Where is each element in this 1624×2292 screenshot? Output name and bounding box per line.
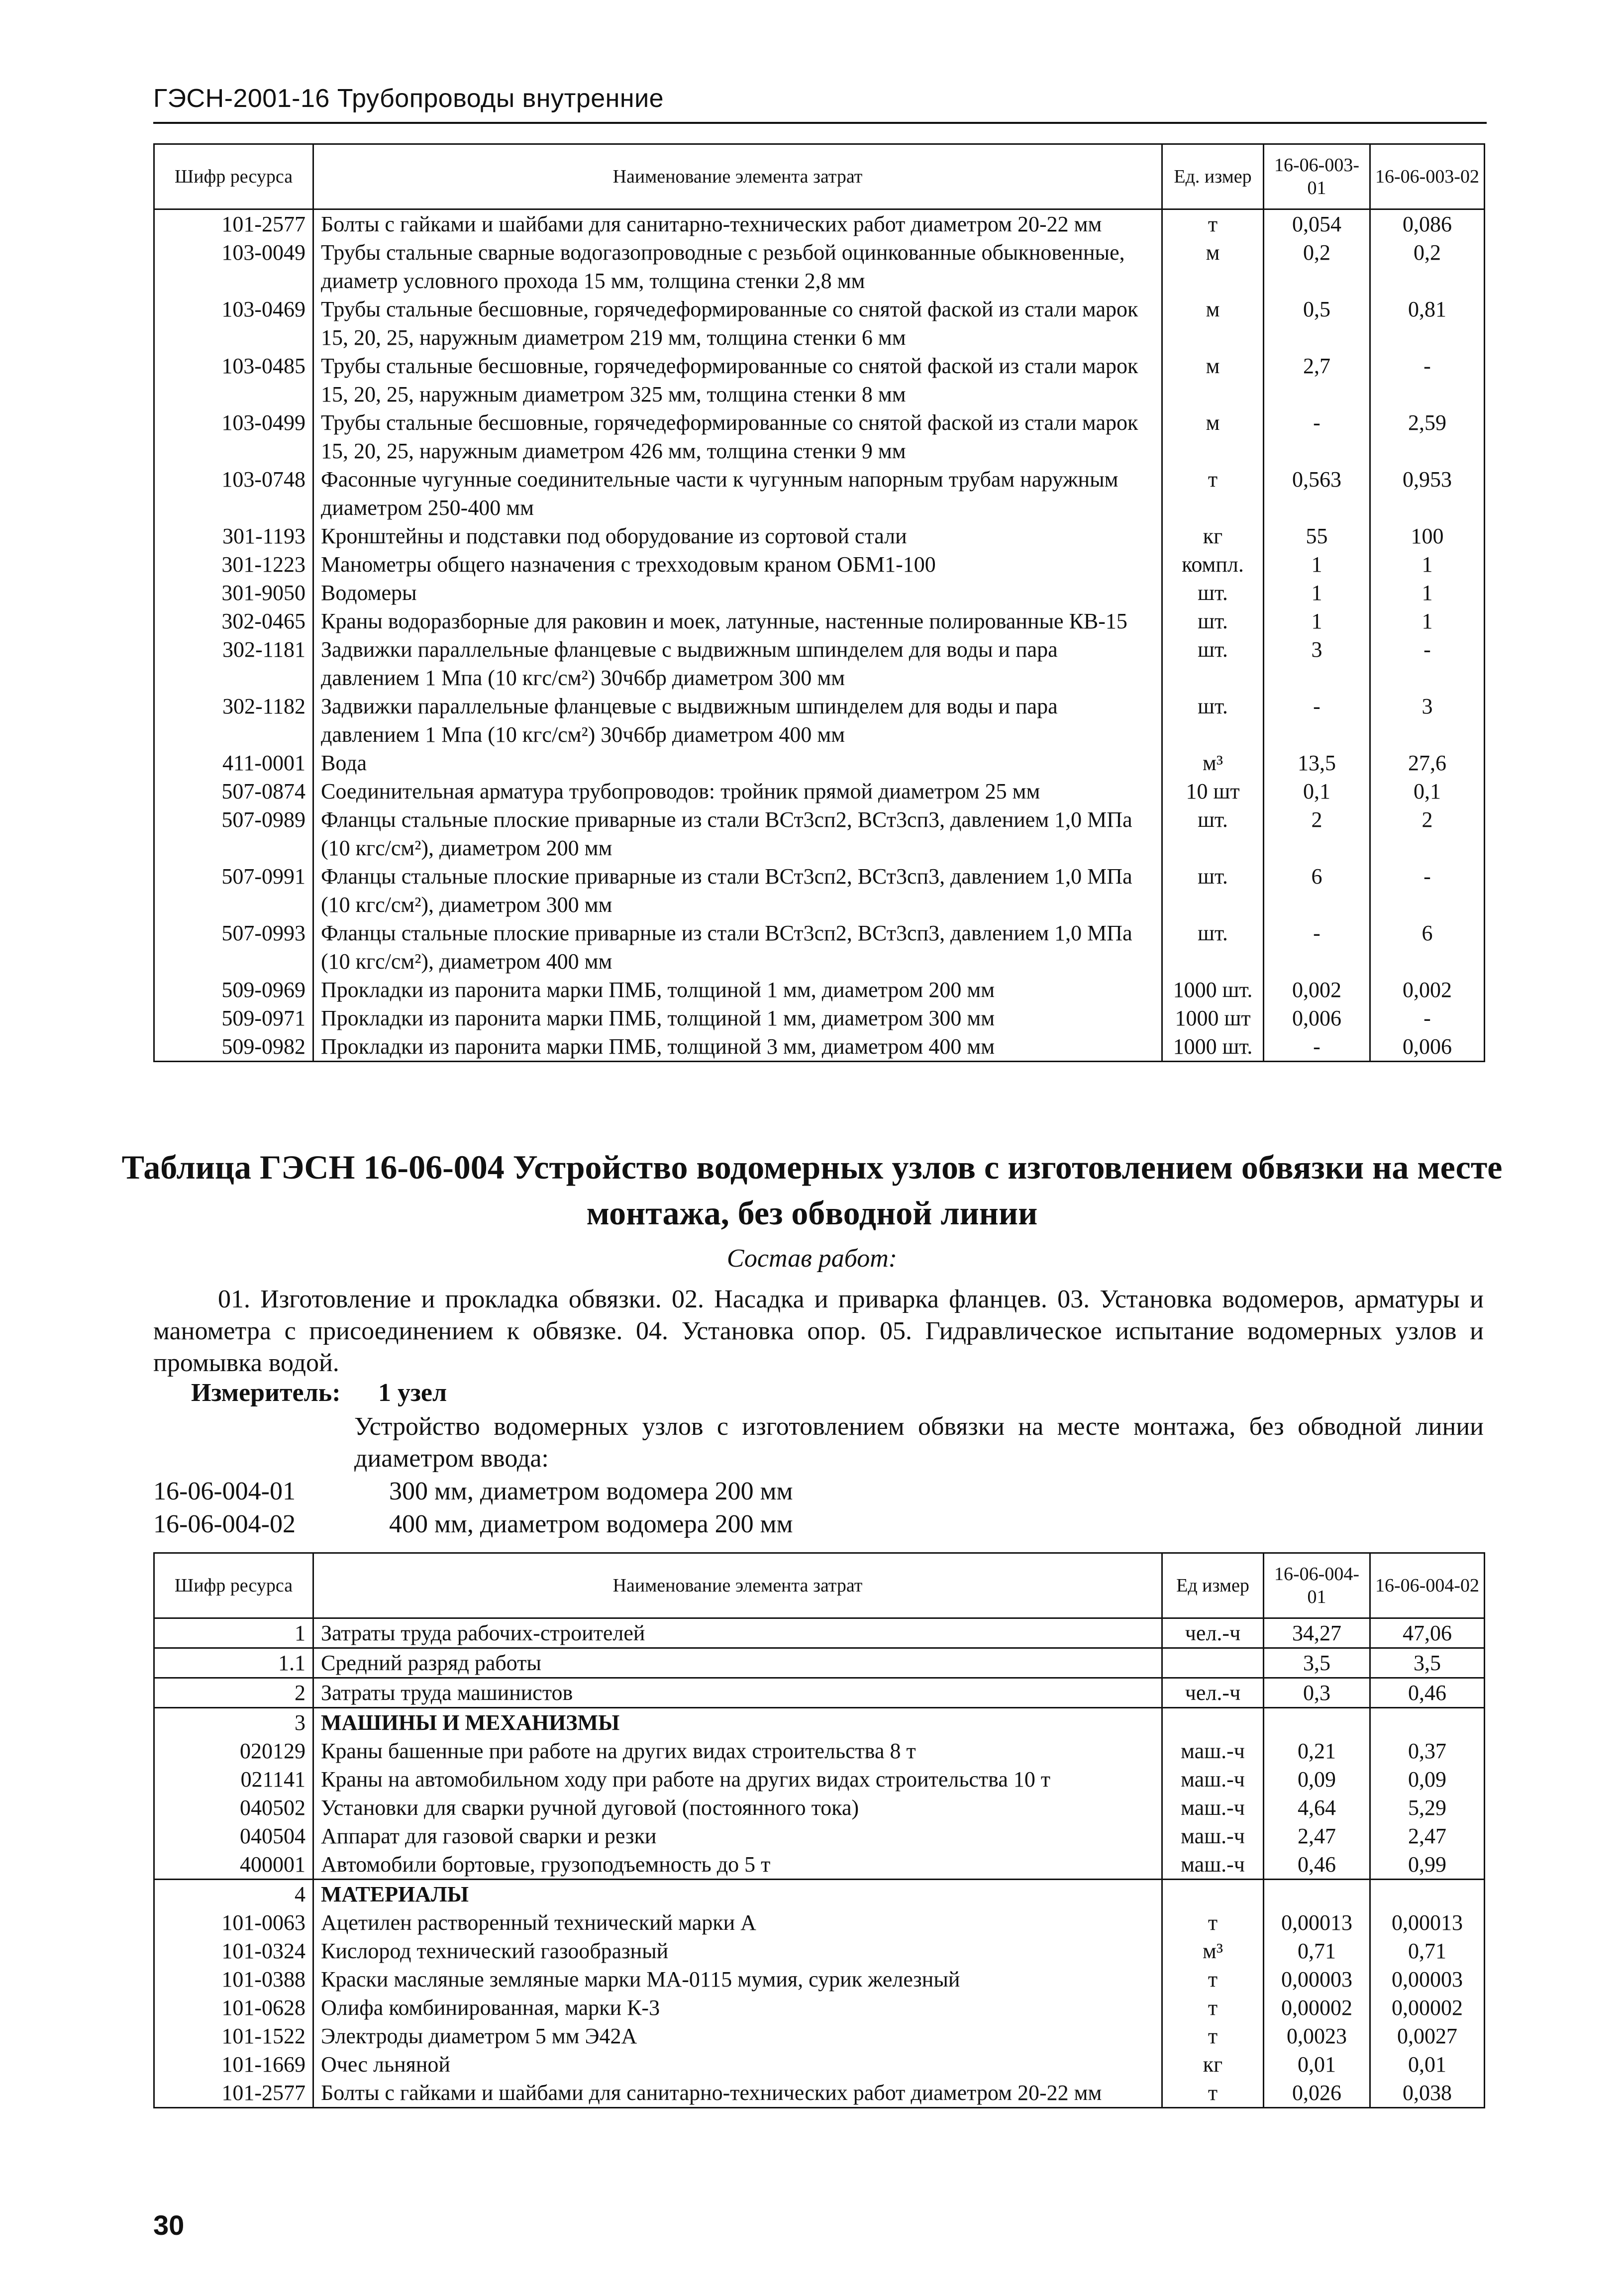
value-variant-1: 0,2 [1264, 238, 1370, 295]
resource-code: 2 [154, 1678, 313, 1708]
table-row [154, 607, 1485, 635]
resource-code: 101-2577 [154, 209, 313, 239]
meter-value: 1 узел [378, 1379, 447, 1407]
resource-code: 301-1193 [154, 522, 313, 550]
resource-name: МАТЕРИАЛЫ [313, 1880, 1162, 1909]
unit: м [1162, 295, 1264, 352]
resource-name: Очес льняной [313, 2050, 1162, 2079]
resource-code: 302-1181 [154, 635, 313, 692]
table-row [154, 1765, 1485, 1794]
value-variant-2: - [1370, 862, 1485, 919]
resource-table-004 [153, 1552, 1485, 2108]
unit: маш.-ч [1162, 1737, 1264, 1765]
table-row [154, 1908, 1485, 1937]
value-variant-2: 27,6 [1370, 749, 1485, 777]
resource-code: 301-9050 [154, 579, 313, 607]
value-variant-1: 0,563 [1264, 465, 1370, 522]
value-variant-2: 2,47 [1370, 1822, 1485, 1850]
table-row [154, 1822, 1485, 1850]
variant-text: 400 мм, диаметром водомера 200 мм [389, 1510, 793, 1538]
resource-name: Болты с гайками и шайбами для санитарно-технических работ диаметром 20-22 мм [313, 209, 1162, 239]
resource-name: Автомобили бортовые, грузоподъемность до 5 т [313, 1850, 1162, 1880]
resource-code: 040504 [154, 1822, 313, 1850]
unit: м [1162, 238, 1264, 295]
resource-table-003 [153, 143, 1485, 1062]
variant-code: 16-06-004-01 [153, 1477, 296, 1505]
value-variant-1: 3,5 [1264, 1648, 1370, 1678]
value-variant-1: 0,01 [1264, 2050, 1370, 2079]
value-variant-2: 0,37 [1370, 1737, 1485, 1765]
resource-code: 302-0465 [154, 607, 313, 635]
unit: т [1162, 1965, 1264, 1993]
col-header-unit: Ед. измер [1162, 144, 1264, 209]
value-variant-2: 5,29 [1370, 1794, 1485, 1822]
table-row [154, 919, 1485, 976]
table-row [154, 295, 1485, 352]
table-row [154, 1794, 1485, 1822]
unit: маш.-ч [1162, 1822, 1264, 1850]
table-row [154, 1708, 1485, 1737]
resource-name: Электроды диаметром 5 мм Э42А [313, 2022, 1162, 2050]
unit: шт. [1162, 635, 1264, 692]
table-row [154, 522, 1485, 550]
value-variant-1: 0,09 [1264, 1765, 1370, 1794]
value-variant-1: 1 [1264, 607, 1370, 635]
value-variant-1: 0,5 [1264, 295, 1370, 352]
unit [1162, 1880, 1264, 1909]
resource-name: Средний разряд работы [313, 1648, 1162, 1678]
resource-name: Трубы стальные бесшовные, горячедеформированные со снятой фаской из стали марок 15, 20, 25, наружным диаметром 219 мм, толщина стенки 6 мм [313, 295, 1162, 352]
resource-code: 1 [154, 1618, 313, 1648]
resource-code: 103-0485 [154, 352, 313, 408]
value-variant-2: 0,09 [1370, 1765, 1485, 1794]
resource-code: 101-1669 [154, 2050, 313, 2079]
table-body [154, 1618, 1485, 2108]
value-variant-2: 1 [1370, 579, 1485, 607]
variants-intro: Устройство водомерных узлов с изготовлением обвязки на месте монтажа, без обводной линии диаметром ввода: [354, 1412, 1484, 1473]
value-variant-2: 100 [1370, 522, 1485, 550]
resource-name: Краны водоразборные для раковин и моек, латунные, настенные полированные КВ-15 [313, 607, 1162, 635]
table-row [154, 1880, 1485, 1909]
resource-code: 103-0049 [154, 238, 313, 295]
resource-name: Трубы стальные сварные водогазопроводные с резьбой оцинкованные обыкновенные, диаметр условного прохода 15 мм, толщина стенки 2,8 мм [313, 238, 1162, 295]
resource-name: Прокладки из паронита марки ПМБ, толщиной 1 мм, диаметром 300 мм [313, 1004, 1162, 1032]
value-variant-1: 0,71 [1264, 1937, 1370, 1965]
value-variant-1: 0,026 [1264, 2079, 1370, 2108]
resource-name: Трубы стальные бесшовные, горячедеформированные со снятой фаской из стали марок 15, 20, 25, наружным диаметром 426 мм, толщина стенки 9 мм [313, 408, 1162, 465]
resource-name: Затраты труда рабочих-строителей [313, 1618, 1162, 1648]
col-header-variant-2: 16-06-004-02 [1370, 1553, 1485, 1618]
unit: шт. [1162, 805, 1264, 862]
value-variant-2: 0,953 [1370, 465, 1485, 522]
value-variant-2: 0,038 [1370, 2079, 1485, 2108]
unit: м³ [1162, 749, 1264, 777]
value-variant-2: 0,99 [1370, 1850, 1485, 1880]
value-variant-2: 0,00013 [1370, 1908, 1485, 1937]
value-variant-1: - [1264, 919, 1370, 976]
resource-name: Краски масляные земляные марки МА-0115 мумия, сурик железный [313, 1965, 1162, 1993]
value-variant-1: 0,006 [1264, 1004, 1370, 1032]
unit: т [1162, 2079, 1264, 2108]
value-variant-1: 0,46 [1264, 1850, 1370, 1880]
resource-name: Фланцы стальные плоские приварные из стали ВСт3сп2, ВСт3сп3, давлением 1,0 МПа (10 кгс/см²), диаметром 300 мм [313, 862, 1162, 919]
value-variant-2: 47,06 [1370, 1618, 1485, 1648]
unit: т [1162, 1993, 1264, 2022]
value-variant-1 [1264, 1708, 1370, 1737]
resource-code: 103-0469 [154, 295, 313, 352]
col-header-variant-1: 16-06-004-01 [1264, 1553, 1370, 1618]
value-variant-2: 0,71 [1370, 1937, 1485, 1965]
value-variant-1: 1 [1264, 579, 1370, 607]
value-variant-2: 0,2 [1370, 238, 1485, 295]
resource-code: 411-0001 [154, 749, 313, 777]
table-row [154, 805, 1485, 862]
resource-code: 509-0971 [154, 1004, 313, 1032]
value-variant-1: 55 [1264, 522, 1370, 550]
unit: т [1162, 1908, 1264, 1937]
value-variant-1: 0,054 [1264, 209, 1370, 239]
resource-name: Установки для сварки ручной дуговой (постоянного тока) [313, 1794, 1162, 1822]
variant-code: 16-06-004-02 [153, 1510, 296, 1538]
table-row [154, 1737, 1485, 1765]
resource-name: Краны на автомобильном ходу при работе на других видах строительства 10 т [313, 1765, 1162, 1794]
value-variant-1: 6 [1264, 862, 1370, 919]
value-variant-1: 0,002 [1264, 976, 1370, 1004]
unit: 10 шт [1162, 777, 1264, 805]
resource-code: 4 [154, 1880, 313, 1909]
unit: т [1162, 2022, 1264, 2050]
value-variant-1 [1264, 1880, 1370, 1909]
variant-text: 300 мм, диаметром водомера 200 мм [389, 1477, 793, 1505]
table-header-row [154, 1553, 1485, 1618]
resource-name: Фасонные чугунные соединительные части к чугунным напорным трубам наружным диаметром 250-400 мм [313, 465, 1162, 522]
resource-name: Болты с гайками и шайбами для санитарно-технических работ диаметром 20-22 мм [313, 2079, 1162, 2108]
unit: м [1162, 408, 1264, 465]
table-row [154, 1965, 1485, 1993]
unit: шт. [1162, 692, 1264, 749]
col-header-name: Наименование элемента затрат [313, 144, 1162, 209]
col-header-variant-1: 16-06-003-01 [1264, 144, 1370, 209]
value-variant-2: 0,46 [1370, 1678, 1485, 1708]
resource-code: 040502 [154, 1794, 313, 1822]
table-row [154, 1004, 1485, 1032]
value-variant-1: 0,00002 [1264, 1993, 1370, 2022]
value-variant-2 [1370, 1708, 1485, 1737]
table-row [154, 2050, 1485, 2079]
unit: маш.-ч [1162, 1765, 1264, 1794]
table-row [154, 749, 1485, 777]
table-row [154, 209, 1485, 239]
table-row [154, 777, 1485, 805]
value-variant-1: 0,00013 [1264, 1908, 1370, 1937]
resource-name: МАШИНЫ И МЕХАНИЗМЫ [313, 1708, 1162, 1737]
unit: чел.-ч [1162, 1618, 1264, 1648]
value-variant-1: 34,27 [1264, 1618, 1370, 1648]
table-row [154, 579, 1485, 607]
unit: м³ [1162, 1937, 1264, 1965]
value-variant-1: 3 [1264, 635, 1370, 692]
resource-name: Кронштейны и подставки под оборудование из сортовой стали [313, 522, 1162, 550]
resource-code: 021141 [154, 1765, 313, 1794]
value-variant-2: - [1370, 352, 1485, 408]
table-row [154, 550, 1485, 579]
value-variant-2: 2 [1370, 805, 1485, 862]
resource-code: 101-0324 [154, 1937, 313, 1965]
value-variant-2: 1 [1370, 550, 1485, 579]
resource-code: 507-0989 [154, 805, 313, 862]
resource-code: 400001 [154, 1850, 313, 1880]
meter-label: Измеритель: [191, 1379, 341, 1407]
resource-name: Соединительная арматура трубопроводов: тройник прямой диаметром 25 мм [313, 777, 1162, 805]
table-row [154, 1678, 1485, 1708]
table-row [154, 2022, 1485, 2050]
resource-code: 101-0628 [154, 1993, 313, 2022]
value-variant-2: 0,006 [1370, 1032, 1485, 1062]
unit: шт. [1162, 579, 1264, 607]
unit: т [1162, 209, 1264, 239]
resource-name: Аппарат для газовой сварки и резки [313, 1822, 1162, 1850]
table-row [154, 862, 1485, 919]
value-variant-2: 3,5 [1370, 1648, 1485, 1678]
value-variant-2: 2,59 [1370, 408, 1485, 465]
col-header-code: Шифр ресурса [154, 144, 313, 209]
resource-name: Вода [313, 749, 1162, 777]
value-variant-1: 4,64 [1264, 1794, 1370, 1822]
resource-name: Водомеры [313, 579, 1162, 607]
resource-name: Задвижки параллельные фланцевые с выдвижным шпинделем для воды и пара давлением 1 Мпа (10 кгс/см²) 30ч6бр диаметром 300 мм [313, 635, 1162, 692]
table-row [154, 465, 1485, 522]
value-variant-2: 0,0027 [1370, 2022, 1485, 2050]
col-header-unit: Ед измер [1162, 1553, 1264, 1618]
resource-name: Ацетилен растворенный технический марки А [313, 1908, 1162, 1937]
unit: кг [1162, 2050, 1264, 2079]
unit: маш.-ч [1162, 1794, 1264, 1822]
resource-code: 103-0499 [154, 408, 313, 465]
value-variant-2: 0,086 [1370, 209, 1485, 239]
value-variant-1: 0,21 [1264, 1737, 1370, 1765]
resource-name: Олифа комбинированная, марки К-3 [313, 1993, 1162, 2022]
table-row [154, 1618, 1485, 1648]
value-variant-1: 0,1 [1264, 777, 1370, 805]
table-row [154, 238, 1485, 295]
composition-heading: Состав работ: [726, 1244, 898, 1273]
unit: 1000 шт. [1162, 1032, 1264, 1062]
col-header-code: Шифр ресурса [154, 1553, 313, 1618]
resource-code: 020129 [154, 1737, 313, 1765]
resource-code: 507-0991 [154, 862, 313, 919]
resource-code: 302-1182 [154, 692, 313, 749]
table-row [154, 2079, 1485, 2108]
value-variant-1: - [1264, 408, 1370, 465]
unit: 1000 шт [1162, 1004, 1264, 1032]
table-row [154, 692, 1485, 749]
resource-name: Прокладки из паронита марки ПМБ, толщиной 1 мм, диаметром 200 мм [313, 976, 1162, 1004]
resource-code: 507-0874 [154, 777, 313, 805]
value-variant-2: 3 [1370, 692, 1485, 749]
resource-name: Фланцы стальные плоские приварные из стали ВСт3сп2, ВСт3сп3, давлением 1,0 МПа (10 кгс/см²), диаметром 400 мм [313, 919, 1162, 976]
value-variant-1: - [1264, 692, 1370, 749]
table-row [154, 408, 1485, 465]
resource-code: 301-1223 [154, 550, 313, 579]
table-row [154, 1032, 1485, 1062]
value-variant-2: 0,01 [1370, 2050, 1485, 2079]
resource-code: 507-0993 [154, 919, 313, 976]
table-row [154, 1850, 1485, 1880]
value-variant-2: 0,81 [1370, 295, 1485, 352]
resource-code: 1.1 [154, 1648, 313, 1678]
resource-name: Трубы стальные бесшовные, горячедеформированные со снятой фаской из стали марок 15, 20, 25, наружным диаметром 325 мм, толщина стенки 8 мм [313, 352, 1162, 408]
value-variant-1: - [1264, 1032, 1370, 1062]
unit [1162, 1648, 1264, 1678]
value-variant-1: 2 [1264, 805, 1370, 862]
table-row [154, 976, 1485, 1004]
col-header-name: Наименование элемента затрат [313, 1553, 1162, 1618]
value-variant-2: 1 [1370, 607, 1485, 635]
value-variant-2: 0,00003 [1370, 1965, 1485, 1993]
table-header-row [154, 144, 1485, 209]
resource-name: Манометры общего назначения с трехходовым краном ОБМ1-100 [313, 550, 1162, 579]
value-variant-1: 2,7 [1264, 352, 1370, 408]
value-variant-1: 1 [1264, 550, 1370, 579]
unit: маш.-ч [1162, 1850, 1264, 1880]
value-variant-2: - [1370, 1004, 1485, 1032]
value-variant-1: 0,00003 [1264, 1965, 1370, 1993]
unit: м [1162, 352, 1264, 408]
table-body [154, 209, 1485, 1062]
resource-code: 101-2577 [154, 2079, 313, 2108]
resource-code: 101-0388 [154, 1965, 313, 1993]
resource-code: 103-0748 [154, 465, 313, 522]
unit: компл. [1162, 550, 1264, 579]
value-variant-1: 13,5 [1264, 749, 1370, 777]
resource-code: 101-1522 [154, 2022, 313, 2050]
value-variant-2: 0,002 [1370, 976, 1485, 1004]
value-variant-2 [1370, 1880, 1485, 1909]
table-row [154, 352, 1485, 408]
resource-code: 101-0063 [154, 1908, 313, 1937]
resource-name: Задвижки параллельные фланцевые с выдвижным шпинделем для воды и пара давлением 1 Мпа (10 кгс/см²) 30ч6бр диаметром 400 мм [313, 692, 1162, 749]
resource-code: 509-0969 [154, 976, 313, 1004]
value-variant-1: 0,3 [1264, 1678, 1370, 1708]
value-variant-2: - [1370, 635, 1485, 692]
resource-name: Прокладки из паронита марки ПМБ, толщиной 3 мм, диаметром 400 мм [313, 1032, 1162, 1062]
value-variant-2: 0,00002 [1370, 1993, 1485, 2022]
table-row [154, 1993, 1485, 2022]
table-row [154, 635, 1485, 692]
unit: чел.-ч [1162, 1678, 1264, 1708]
running-header: ГЭСН-2001-16 Трубопроводы внутренние [153, 84, 664, 113]
unit: т [1162, 465, 1264, 522]
col-header-variant-2: 16-06-003-02 [1370, 144, 1485, 209]
resource-name: Фланцы стальные плоские приварные из стали ВСт3сп2, ВСт3сп3, давлением 1,0 МПа (10 кгс/см²), диаметром 200 мм [313, 805, 1162, 862]
section-title: Таблица ГЭСН 16-06-004 Устройство водомерных узлов с изготовлением обвязки на месте монтажа, без обводной линии [121, 1148, 1503, 1232]
table-row [154, 1937, 1485, 1965]
unit: шт. [1162, 607, 1264, 635]
header-rule [153, 122, 1487, 124]
unit: шт. [1162, 862, 1264, 919]
resource-name: Кислород технический газообразный [313, 1937, 1162, 1965]
value-variant-2: 0,1 [1370, 777, 1485, 805]
unit: шт. [1162, 919, 1264, 976]
unit [1162, 1708, 1264, 1737]
value-variant-1: 0,0023 [1264, 2022, 1370, 2050]
resource-name: Затраты труда машинистов [313, 1678, 1162, 1708]
resource-code: 509-0982 [154, 1032, 313, 1062]
value-variant-1: 2,47 [1264, 1822, 1370, 1850]
resource-code: 3 [154, 1708, 313, 1737]
unit: 1000 шт. [1162, 976, 1264, 1004]
value-variant-2: 6 [1370, 919, 1485, 976]
composition-text: 01. Изготовление и прокладка обвязки. 02. Насадка и приварка фланцев. 03. Установка водомеров, арматуры и манометра с присоединением к обвязке. 04. Установка опор. 05. Гидравлическое испытание водомерных узлов и промывка водой. [153, 1285, 1484, 1377]
resource-name: Краны башенные при работе на других видах строительства 8 т [313, 1737, 1162, 1765]
page-number: 30 [153, 2209, 185, 2241]
table-row [154, 1648, 1485, 1678]
unit: кг [1162, 522, 1264, 550]
